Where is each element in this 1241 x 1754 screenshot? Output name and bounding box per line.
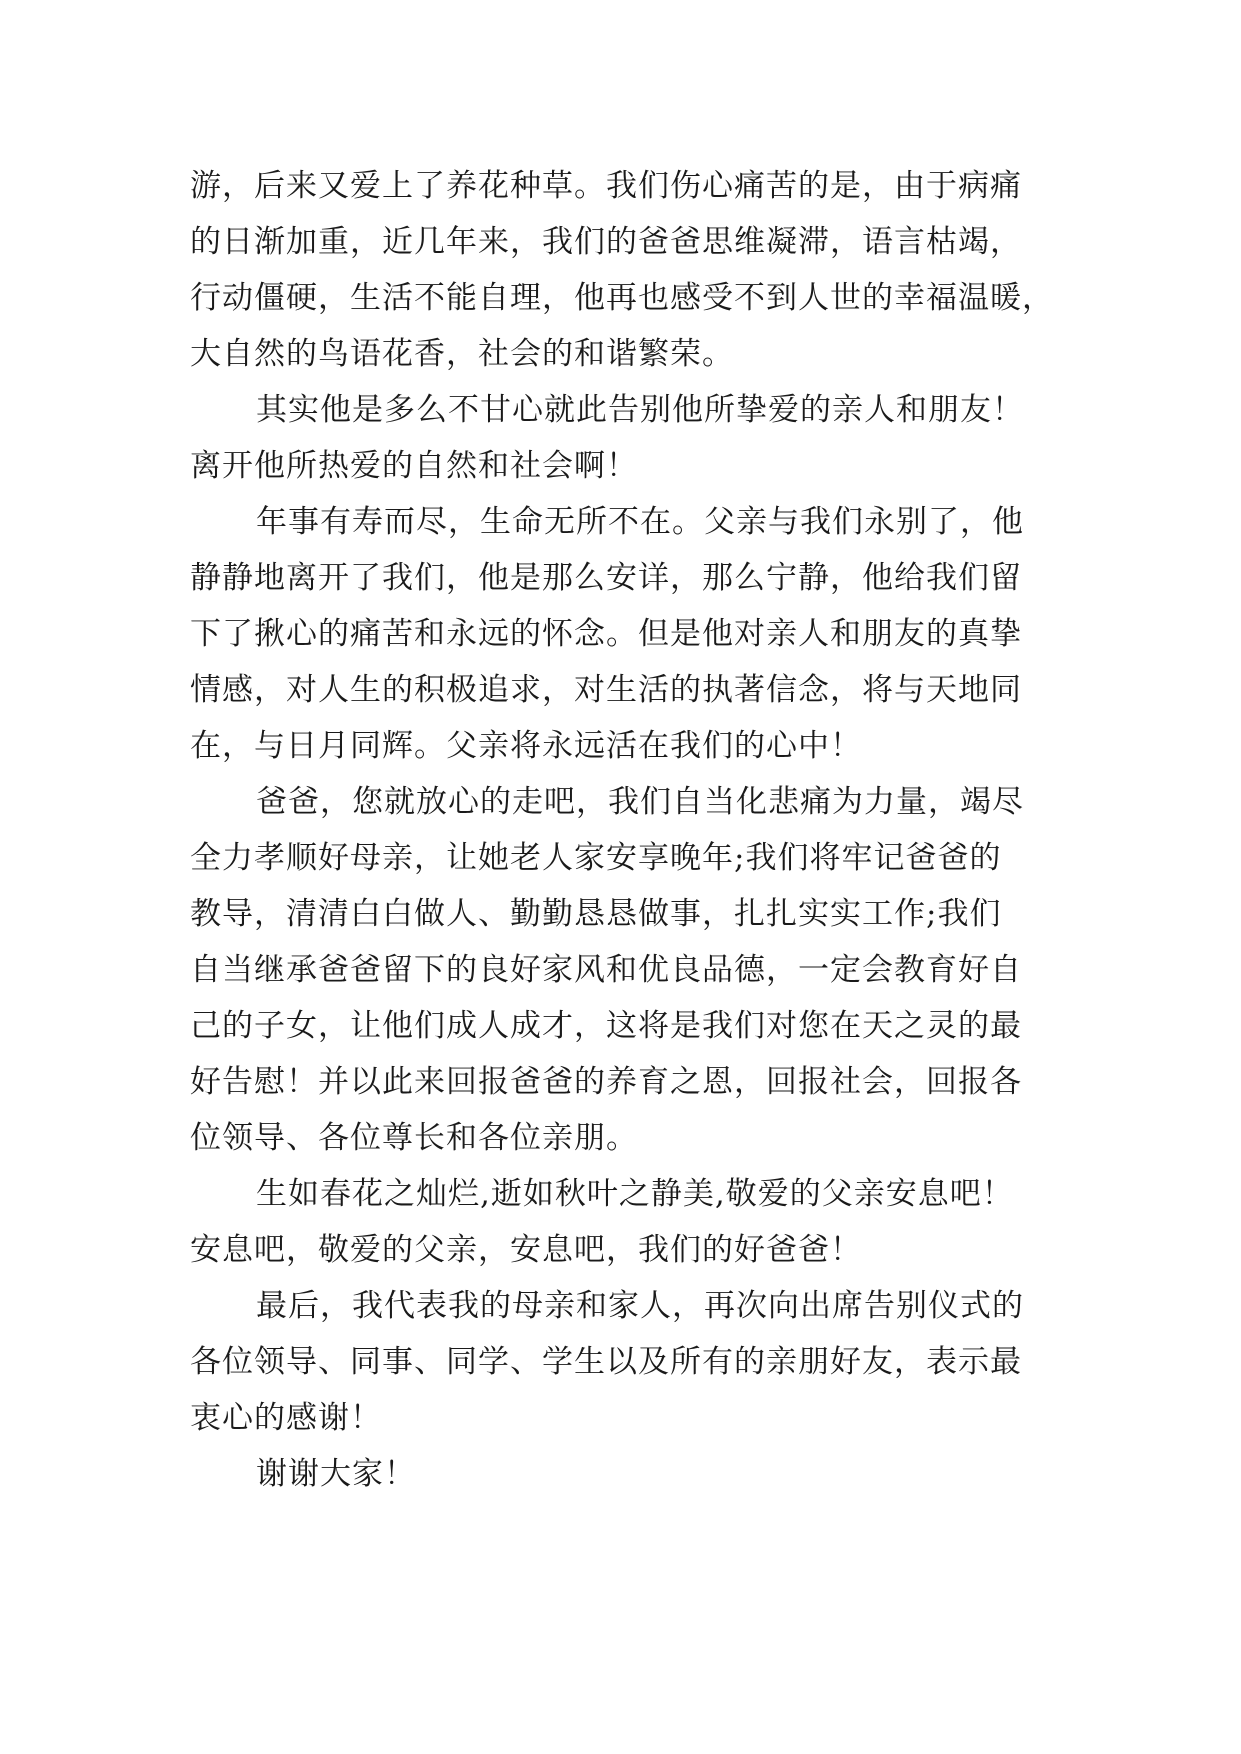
text-line: 谢谢大家！ — [256, 1456, 416, 1492]
text-line: 情感，对人生的积极追求，对生活的执著信念，将与天地同 — [190, 672, 1022, 708]
paragraph-2 — [190, 382, 1050, 494]
text-line: 最后，我代表我的母亲和家人，再次向出席告别仪式的 — [256, 1288, 1024, 1324]
text-line: 生如春花之灿烂,逝如秋叶之静美,敬爱的父亲安息吧！ — [256, 1176, 1014, 1212]
text-line: 的日渐加重，近几年来，我们的爸爸思维凝滞，语言枯竭， — [190, 224, 1022, 260]
text-line: 下了揪心的痛苦和永远的怀念。但是他对亲人和朋友的真挚 — [190, 616, 1022, 652]
text-line: 己的子女，让他们成人成才，这将是我们对您在天之灵的最 — [190, 1008, 1022, 1044]
document-page — [190, 158, 1054, 1502]
text-line: 游，后来又爱上了养花种草。我们伤心痛苦的是，由于病痛 — [190, 168, 1022, 204]
text-line: 年事有寿而尽，生命无所不在。父亲与我们永别了，他 — [256, 504, 1024, 540]
text-line: 全力孝顺好母亲，让她老人家安享晚年;我们将牢记爸爸的 — [190, 840, 1002, 876]
text-line: 其实他是多么不甘心就此告别他所挚爱的亲人和朋友！ — [256, 392, 1024, 428]
paragraph-1 — [190, 158, 1054, 382]
text-line: 位领导、各位尊长和各位亲朋。 — [190, 1120, 638, 1156]
text-line: 离开他所热爱的自然和社会啊！ — [190, 448, 638, 484]
text-line: 大自然的鸟语花香，社会的和谐繁荣。 — [190, 336, 734, 372]
paragraph-3 — [190, 494, 1050, 774]
text-line: 安息吧，敬爱的父亲，安息吧，我们的好爸爸！ — [190, 1232, 862, 1268]
text-line: 教导，清清白白做人、勤勤恳恳做事，扎扎实实工作;我们 — [190, 896, 1002, 932]
paragraph-7 — [190, 1446, 1050, 1502]
text-line: 爸爸，您就放心的走吧，我们自当化悲痛为力量，竭尽 — [256, 784, 1024, 820]
text-line: 在，与日月同辉。父亲将永远活在我们的心中！ — [190, 728, 862, 764]
paragraph-5 — [190, 1166, 1050, 1278]
text-line: 行动僵硬，生活不能自理，他再也感受不到人世的幸福温暖， — [190, 280, 1054, 316]
text-line: 好告慰！并以此来回报爸爸的养育之恩，回报社会，回报各 — [190, 1064, 1022, 1100]
text-line: 自当继承爸爸留下的良好家风和优良品德，一定会教育好自 — [190, 952, 1022, 988]
text-line: 各位领导、同事、同学、学生以及所有的亲朋好友，表示最 — [190, 1344, 1022, 1380]
paragraph-4 — [190, 774, 1050, 1166]
text-line: 衷心的感谢！ — [190, 1400, 382, 1436]
paragraph-6 — [190, 1278, 1050, 1446]
text-line: 静静地离开了我们，他是那么安详，那么宁静，他给我们留 — [190, 560, 1022, 596]
